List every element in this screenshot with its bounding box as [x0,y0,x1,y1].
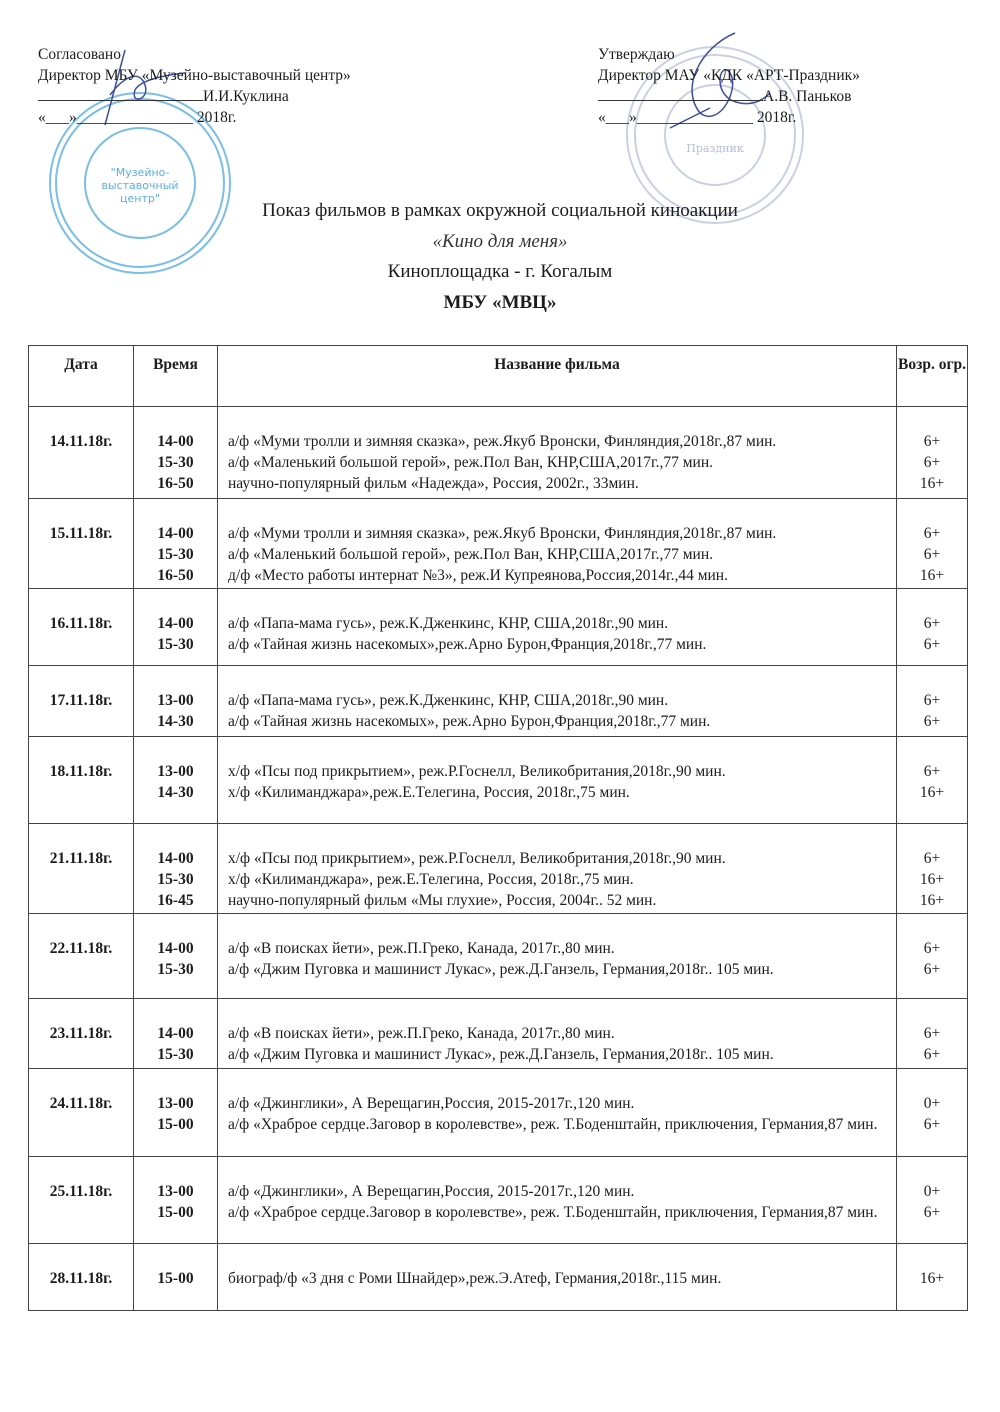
film-time: 14-00 [157,433,194,450]
film-age: 6+ [923,615,941,632]
table-row [29,737,968,824]
film-age: 16+ [919,1270,945,1287]
table-row [29,824,968,914]
age-list [897,499,967,586]
film-title: научно-популярный фильм «Мы глухие», Россия, 2004г.. 52 мин. [228,892,657,909]
film-age: 6+ [923,1116,941,1133]
time-list [134,999,217,1065]
organization: МБУ «МВЦ» [443,292,557,313]
table-row [29,407,968,499]
film-title: а/ф «Муми тролли и зимняя сказка», реж.Якуб Вронски, Финляндия,2018г.,87 мин. [228,433,777,450]
age-cell [897,1069,968,1157]
film-age: 0+ [923,1183,941,1200]
date-cell [29,737,134,824]
film-title: а/ф «Папа-мама гусь», реж.К.Дженкинс, КНР, США,2018г.,90 мин. [228,615,669,632]
film-age: 6+ [923,692,941,709]
document-title: Показ фильмов в рамках окружной социальной киноакции [262,200,738,221]
film-title: а/ф «В поисках йети», реж.П.Греко, Канада, 2017г.,80 мин. [228,940,615,957]
film-age: 6+ [923,636,941,653]
table-row [29,914,968,999]
film-time: 14-30 [157,784,194,801]
header-age: Возр. огр. [897,346,968,407]
film-age: 6+ [923,961,941,978]
date-text: 18.11.18г. [49,763,113,780]
film-age: 6+ [923,1025,941,1042]
age-list [897,666,967,732]
venue: Киноплощадка - г. Когалым [387,261,613,282]
film-title: а/ф «Тайная жизнь насекомых»,реж.Арно Бурон,Франция,2018г.,77 мин. [228,636,707,653]
time-cell [134,589,218,666]
film-title: х/ф «Килиманджара», реж.Е.Телегина, Россия, 2018г.,75 мин. [228,871,634,888]
title-list [228,1244,888,1289]
film-time: 14-00 [157,615,194,632]
age-cell [897,737,968,824]
date-text: 15.11.18г. [49,525,113,542]
approval-left-position: Директор МБУ «Музейно-выставочный центр» [38,67,351,84]
film-age: 16+ [919,567,945,584]
date-text: 25.11.18г. [49,1183,113,1200]
film-title: а/ф «Маленький большой герой», реж.Пол Ван, КНР,США,2017г.,77 мин. [228,546,714,563]
film-title: а/ф «Джим Пуговка и машинист Лукас», реж.Д.Ганзель, Германия,2018г.. 105 мин. [228,1046,774,1063]
date-cell [29,914,134,999]
title-cell [218,824,897,914]
film-age: 6+ [923,940,941,957]
film-title: а/ф «Джим Пуговка и машинист Лукас», реж.Д.Ганзель, Германия,2018г.. 105 мин. [228,961,774,978]
time-cell [134,499,218,589]
film-time: 15-30 [157,871,194,888]
film-time: 15-00 [157,1270,194,1287]
age-list [897,737,967,803]
date-cell [29,824,134,914]
date-cell [29,1244,134,1311]
date-cell [29,589,134,666]
time-list [134,1244,217,1289]
time-cell [134,407,218,499]
title-list [228,407,888,494]
time-list [134,589,217,655]
title-cell [218,1244,897,1311]
film-title: а/ф «Маленький большой герой», реж.Пол Ван, КНР,США,2017г.,77 мин. [228,454,714,471]
film-age: 16+ [919,475,945,492]
age-cell [897,589,968,666]
film-title: а/ф «Храброе сердце.Заговор в королевстве», реж. Т.Боденштайн, приключения, Германия,87 мин. [228,1116,878,1133]
age-cell [897,914,968,999]
date-cell [29,666,134,737]
approval-right-name [598,86,860,107]
age-list [897,407,967,494]
time-cell [134,914,218,999]
film-time: 16-50 [157,475,194,492]
film-title: а/ф «Муми тролли и зимняя сказка», реж.Якуб Вронски, Финляндия,2018г.,87 мин. [228,525,777,542]
age-list [897,589,967,655]
date-text: 14.11.18г. [49,433,113,450]
title-list [228,824,888,911]
approval-left-date: «___»_______________ 2018г. [38,109,237,126]
approval-left [38,44,351,128]
film-title: а/ф «Тайная жизнь насекомых», реж.Арно Бурон,Франция,2018г.,77 мин. [228,713,711,730]
film-time: 14-00 [157,940,194,957]
time-list [134,499,217,586]
film-title: х/ф «Псы под прикрытием», реж.Р.Госнелл, Великобритания,2018г.,90 мин. [228,850,726,867]
date-cell [29,1069,134,1157]
film-age: 6+ [923,454,941,471]
title-list [228,737,888,803]
age-cell [897,824,968,914]
approval-right [598,44,860,128]
title-list [228,666,888,732]
film-time: 15-00 [157,1204,194,1221]
time-cell [134,1244,218,1311]
film-time: 15-30 [157,546,194,563]
table-row [29,1157,968,1244]
date-text: 23.11.18г. [49,1025,113,1042]
age-list [897,999,967,1065]
age-list [897,1157,967,1223]
table-row [29,1244,968,1311]
title-list [228,1069,888,1135]
table-row [29,1069,968,1157]
title-cell [218,914,897,999]
approval-right-date: «___»_______________ 2018г. [598,109,797,126]
title-list [228,914,888,980]
title-cell [218,666,897,737]
time-cell [134,824,218,914]
table-row [29,666,968,737]
film-age: 6+ [923,763,941,780]
date-cell [29,407,134,499]
film-time: 13-00 [157,692,194,709]
film-title: а/ф «Джинглики», А Верещагин,Россия, 2015-2017г.,120 мин. [228,1095,635,1112]
film-time: 15-30 [157,961,194,978]
time-cell [134,666,218,737]
date-text: 17.11.18г. [49,692,113,709]
title-cell [218,499,897,589]
film-time: 14-30 [157,713,194,730]
approval-left-name-text: И.И.Куклина [203,88,289,105]
film-title: а/ф «В поисках йети», реж.П.Греко, Канада, 2017г.,80 мин. [228,1025,615,1042]
title-list [228,999,888,1065]
age-cell [897,499,968,589]
approval-right-position: Директор МАУ «КДК «АРТ-Праздник» [598,67,860,84]
title-cell [218,999,897,1069]
time-list [134,737,217,803]
film-age: 6+ [923,546,941,563]
time-list [134,914,217,980]
film-age: 6+ [923,1204,941,1221]
table-header-row [29,346,968,407]
time-cell [134,1157,218,1244]
film-time: 15-30 [157,1046,194,1063]
film-title: а/ф «Джинглики», А Верещагин,Россия, 2015-2017г.,120 мин. [228,1183,635,1200]
title-cell [218,1069,897,1157]
age-cell [897,1244,968,1311]
film-age: 16+ [919,784,945,801]
approval-left-name [38,86,351,107]
film-age: 6+ [923,1046,941,1063]
table-row [29,499,968,589]
approval-right-heading: Утверждаю [598,46,675,63]
time-list [134,1157,217,1223]
svg-text:Праздник: Праздник [686,142,744,155]
film-title: д/ф «Место работы интернат №3», реж.И Купреянова,Россия,2014г.,44 мин. [228,567,728,584]
film-time: 15-30 [157,454,194,471]
film-time: 14-00 [157,1025,194,1042]
age-list [897,1244,967,1289]
title-cell [218,407,897,499]
date-text: 24.11.18г. [49,1095,113,1112]
title-cell [218,737,897,824]
header-title: Название фильма [218,346,897,407]
svg-text:"Музейно-: "Музейно- [110,166,170,179]
date-cell [29,499,134,589]
date-text: 28.11.18г. [49,1270,113,1287]
age-list [897,824,967,911]
film-age: 6+ [923,850,941,867]
time-cell [134,1069,218,1157]
film-age: 16+ [919,871,945,888]
title-list [228,1157,888,1223]
film-time: 16-50 [157,567,194,584]
table-row [29,589,968,666]
schedule-table [28,345,968,1311]
film-title: х/ф «Псы под прикрытием», реж.Р.Госнелл, Великобритания,2018г.,90 мин. [228,763,726,780]
title-list [228,589,888,655]
film-age: 6+ [923,713,941,730]
svg-text:центр": центр" [120,192,160,205]
film-time: 13-00 [157,1095,194,1112]
film-age: 16+ [919,892,945,909]
film-time: 15-30 [157,636,194,653]
age-cell [897,1157,968,1244]
film-title: а/ф «Папа-мама гусь», реж.К.Дженкинс, КНР, США,2018г.,90 мин. [228,692,669,709]
film-time: 13-00 [157,1183,194,1200]
film-title: биограф/ф «3 дня с Роми Шнайдер»,реж.Э.Атеф, Германия,2018г.,115 мин. [228,1270,722,1287]
time-cell [134,737,218,824]
title-cell [218,589,897,666]
approval-right-name-text: А.В. Паньков [763,88,852,105]
film-age: 0+ [923,1095,941,1112]
age-list [897,1069,967,1135]
date-cell [29,999,134,1069]
date-cell [29,1157,134,1244]
header-date: Дата [29,346,134,407]
title-cell [218,1157,897,1244]
age-cell [897,407,968,499]
approval-left-heading: Согласовано [38,46,121,63]
film-title: а/ф «Храброе сердце.Заговор в королевстве», реж. Т.Боденштайн, приключения, Германия,87 мин. [228,1204,878,1221]
age-list [897,914,967,980]
time-cell [134,999,218,1069]
table-row [29,999,968,1069]
time-list [134,824,217,911]
film-time: 16-45 [157,892,194,909]
film-title: научно-популярный фильм «Надежда», Россия, 2002г., 33мин. [228,475,639,492]
svg-text:выставочный: выставочный [101,179,179,192]
film-time: 14-00 [157,525,194,542]
film-title: х/ф «Килиманджара»,реж.Е.Телегина, Россия, 2018г.,75 мин. [228,784,630,801]
age-cell [897,999,968,1069]
time-list [134,1069,217,1135]
film-time: 14-00 [157,850,194,867]
film-time: 13-00 [157,763,194,780]
age-cell [897,666,968,737]
time-list [134,407,217,494]
header-time: Время [134,346,218,407]
campaign-name: «Кино для меня» [432,231,568,252]
date-text: 22.11.18г. [49,940,113,957]
film-age: 6+ [923,433,941,450]
date-text: 21.11.18г. [49,850,113,867]
film-time: 15-00 [157,1116,194,1133]
time-list [134,666,217,732]
film-age: 6+ [923,525,941,542]
date-text: 16.11.18г. [49,615,113,632]
title-list [228,499,888,586]
